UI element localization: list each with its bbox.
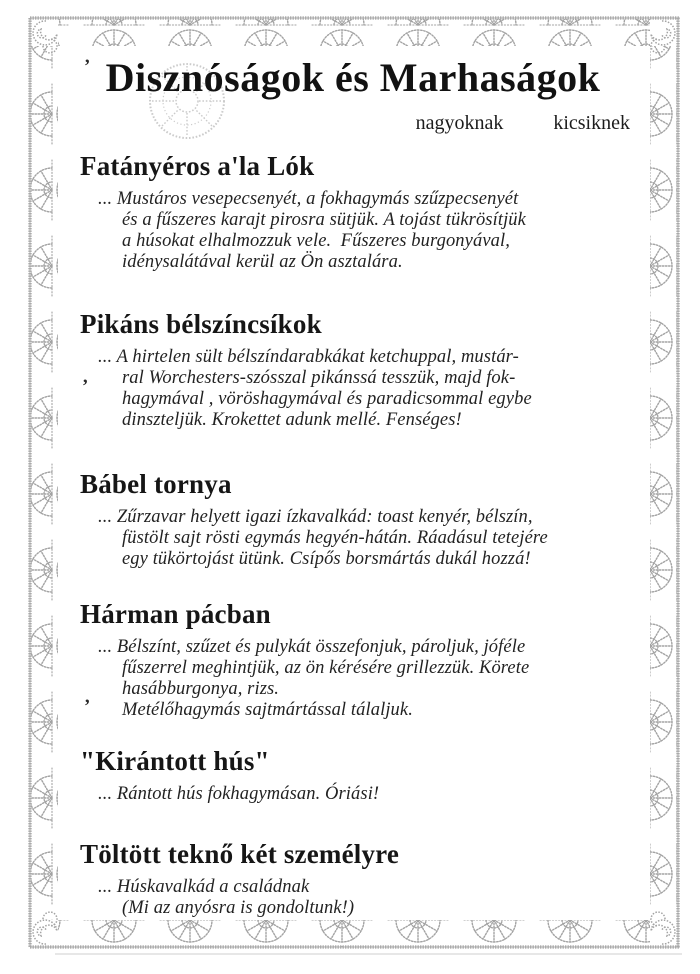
scan-mark: ’ bbox=[82, 376, 89, 397]
menu-item-desc-line: ... Bélszínt, szűzet és pulykát összefonjuk, pároljuk, jóféle bbox=[98, 637, 526, 657]
menu-item-desc-line: Metélőhagymás sajtmártással tálaljuk. bbox=[122, 700, 413, 720]
menu-item-desc-line: ... A hirtelen sült bélszíndarabkákat ketchuppal, mustár- bbox=[98, 347, 519, 367]
menu-item-description bbox=[98, 877, 628, 919]
menu-item bbox=[80, 838, 628, 919]
menu-item-desc-line: hagymával , vöröshagymával és paradicsommal egybe bbox=[122, 389, 532, 409]
menu-item-desc-line: ... Húskavalkád a családnak bbox=[98, 877, 310, 897]
menu-item-name: "Kirántott hús" bbox=[80, 746, 270, 776]
column-header-small-portions: kicsiknek bbox=[553, 112, 630, 134]
menu-item-name: Bábel tornya bbox=[80, 469, 232, 499]
menu-sections bbox=[80, 150, 628, 954]
menu-item-description bbox=[98, 189, 628, 273]
menu-item bbox=[80, 745, 628, 805]
page-header bbox=[0, 54, 700, 101]
menu-item bbox=[80, 598, 628, 721]
menu-item-description bbox=[98, 637, 628, 721]
menu-item-description bbox=[98, 784, 628, 805]
menu-item-desc-line: idénysalátával kerül az Ön asztalára. bbox=[122, 252, 403, 272]
menu-item-desc-line: fűszerrel meghintjük, az ön kérésére grillezzük. Körete bbox=[122, 658, 530, 678]
menu-item-desc-line: és a fűszeres karajt pirosra sütjük. A tojást tükrösítjük bbox=[122, 210, 526, 230]
scan-mark: ’ bbox=[84, 696, 91, 717]
menu-item-desc-line: dinszteljük. Krokettet adunk mellé. Fenséges! bbox=[122, 410, 462, 430]
menu-item-desc-line: ... Zűrzavar helyett igazi ízkavalkád: toast kenyér, bélszín, bbox=[98, 507, 533, 527]
column-header-large-portions: nagyoknak bbox=[415, 112, 504, 134]
menu-item-description bbox=[98, 347, 628, 431]
menu-item-name: Töltött teknő két személyre bbox=[80, 839, 400, 869]
menu-item-desc-line: egy tükörtojást ütünk. Csípős borsmártás dukál hozzá! bbox=[122, 549, 531, 569]
menu-item-desc-line: hasábburgonya, rizs. bbox=[122, 679, 280, 699]
menu-item-name: Hárman pácban bbox=[80, 599, 271, 629]
menu-item bbox=[80, 150, 628, 273]
menu-item-desc-line: ... Rántott hús fokhagymásan. Óriási! bbox=[98, 784, 380, 804]
menu-item-name: Pikáns bélszíncsíkok bbox=[80, 309, 322, 339]
menu-item-desc-line: füstölt sajt rösti egymás hegyén-hátán. Ráadásul tetejére bbox=[122, 528, 548, 548]
menu-item-desc-line: ... Mustáros vesepecsenyét, a fokhagymás szűzpecsenyét bbox=[98, 189, 519, 209]
menu-item bbox=[80, 308, 628, 431]
menu-item-desc-line: (Mi az anyósra is gondoltunk!) bbox=[122, 898, 355, 918]
menu-item-description bbox=[98, 507, 628, 570]
menu-item-desc-line: a húsokat elhalmozzuk vele. Fűszeres burgonyával, bbox=[122, 231, 510, 251]
menu-item-desc-line: ral Worchesters-szósszal pikánssá tesszük, majd fok- bbox=[122, 368, 516, 388]
menu-item-name: Fatányéros a'la Lók bbox=[80, 151, 315, 181]
menu-item bbox=[80, 468, 628, 570]
page-title: Disznóságok és Marhaságok bbox=[105, 55, 601, 100]
column-headers bbox=[416, 112, 630, 135]
scan-mark: ’ bbox=[84, 56, 91, 77]
